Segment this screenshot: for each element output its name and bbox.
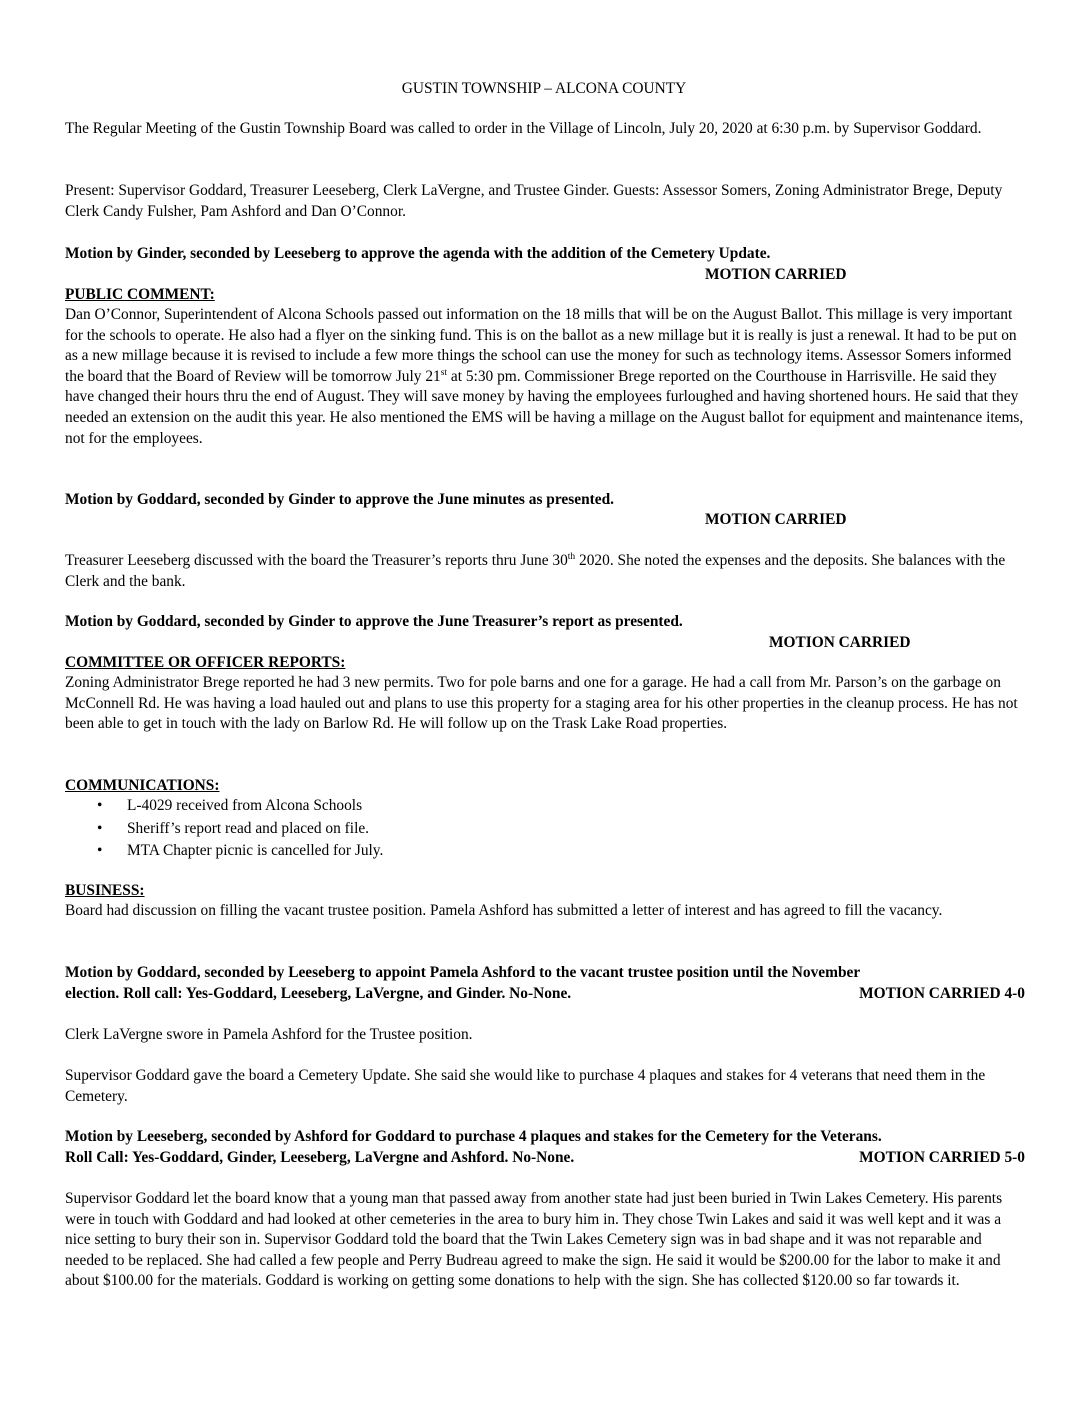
- committee-paragraph: Zoning Administrator Brege reported he had 3 new permits. Two for pole barns and one for a garage. He had a call from Mr. Parson’s on the garbage on McConnell Rd. He was having a load hauled out and plans to use this property for a staging area for his other properties in the cleanup process. He has not been able to get in touch with the lady on Barlow Rd. He will follow up on the Trask Lake Road properties.: [65, 674, 1018, 733]
- business-paragraph: Board had discussion on filling the vacant trustee position. Pamela Ashford has submitted a letter of interest and has agreed to fill the vacancy.: [65, 902, 943, 919]
- list-item: • L-4029 received from Alcona Schools: [65, 796, 383, 819]
- committee-heading: COMMITTEE OR OFFICER REPORTS:: [65, 654, 346, 671]
- swore-in-paragraph: Clerk LaVergne swore in Pamela Ashford for the Trustee position.: [65, 1026, 473, 1043]
- bullet-icon: •: [97, 797, 103, 814]
- call-to-order-paragraph: The Regular Meeting of the Gustin Township Board was called to order in the Village of Lincoln, July 20, 2020 at 6:30 p.m. by Supervisor Goddard.: [65, 120, 982, 137]
- bullet-icon: •: [97, 842, 103, 860]
- attendance-paragraph: Present: Supervisor Goddard, Treasurer Leeseberg, Clerk LaVergne, and Trustee Ginder. Guests: Assessor Somers, Zoning Administrator Brege, Deputy Clerk Candy Fulsher, Pam Ashford and Dan O’Connor.: [65, 182, 1003, 220]
- motion-plaques-result: MOTION CARRIED 5-0: [859, 1148, 1025, 1166]
- list-item: • Sheriff’s report read and placed on file.: [65, 819, 383, 842]
- bullet-icon: •: [97, 819, 103, 837]
- list-item: • MTA Chapter picnic is cancelled for July.: [65, 841, 383, 864]
- public-comment-paragraph: Dan O’Connor, Superintendent of Alcona Schools passed out information on the 18 mills that will be on the August Ballot. This millage is very important for the schools to operate. He also had a flyer on the sinking fund. This is on the ballot as a new millage but it is really is just a renewal. It had to be put on as a new millage because it is revised to include a few more things the school can use the money for such as technology items. Assessor Somers informed the board that the Board of Review will be tomorrow July 21st at 5:30 pm. Commissioner Brege reported on the Courthouse in Harrisville. He said they have changed their hours thru the end of August. They will save money by having the employees furloughed and having shortened hours. He said that they needed an extension on the audit this year. He also mentioned the EMS will be having a millage on the August ballot for equipment and maintenance items, not for the employees.: [65, 306, 1024, 447]
- motion-treasurer-result: MOTION CARRIED: [769, 634, 911, 651]
- motion-appoint-line-1: Motion by Goddard, seconded by Leeseberg to appoint Pamela Ashford to the vacant trustee position until the November: [65, 964, 861, 981]
- motion-agenda-result: MOTION CARRIED: [705, 266, 847, 283]
- motion-minutes: Motion by Goddard, seconded by Ginder to approve the June minutes as presented.: [65, 491, 614, 508]
- motion-plaques: [65, 1127, 1025, 1168]
- motion-appoint: [65, 963, 1025, 1004]
- motion-agenda: Motion by Ginder, seconded by Leeseberg to approve the agenda with the addition of the Cemetery Update.: [65, 245, 771, 262]
- cemetery-update-paragraph: Supervisor Goddard gave the board a Cemetery Update. She said she would like to purchase 4 plaques and stakes for 4 veterans that need them in the Cemetery.: [65, 1067, 986, 1105]
- public-comment-heading: PUBLIC COMMENT:: [65, 286, 215, 303]
- twin-lakes-paragraph: Supervisor Goddard let the board know that a young man that passed away from another state had just been buried in Twin Lakes Cemetery. His parents were in touch with Goddard and had looked at other cemeteries in the area to bury him in. They chose Twin Lakes and said it was well kept and it was a nice setting to bury their son in. Supervisor Goddard told the board that the Twin Lakes Cemetery sign was in bad shape and it was not reparable and needed to be replaced. She had called a few people and Perry Budreau agreed to make the sign. He said it would be $200.00 for the labor to make it and about $100.00 for the materials. Goddard is working on getting some donations to help with the sign. She has collected $120.00 so far towards it.: [65, 1190, 1003, 1290]
- communications-heading: COMMUNICATIONS:: [65, 777, 220, 794]
- motion-plaques-line-1: Motion by Leeseberg, seconded by Ashford for Goddard to purchase 4 plaques and stakes for the Cemetery for the Veterans.: [65, 1128, 882, 1145]
- motion-plaques-line-2: Roll Call: Yes-Goddard, Ginder, Leeseberg, LaVergne and Ashford. No-None. MOTION CARRIED 5-0: [65, 1148, 1025, 1169]
- business-heading: BUSINESS:: [65, 882, 145, 899]
- treasurer-report-paragraph: Treasurer Leeseberg discussed with the board the Treasurer’s reports thru June 30th 2020. She noted the expenses and the deposits. She balances with the Clerk and the bank.: [65, 552, 1006, 590]
- document-title: GUSTIN TOWNSHIP – ALCONA COUNTY: [401, 80, 687, 97]
- motion-minutes-result: MOTION CARRIED: [705, 511, 847, 528]
- motion-treasurer: Motion by Goddard, seconded by Ginder to approve the June Treasurer’s report as presented.: [65, 613, 683, 630]
- motion-appoint-line-2: election. Roll call: Yes-Goddard, Leeseberg, LaVergne, and Ginder. No-None. MOTION CARRIED 4-0: [65, 984, 1025, 1005]
- communications-list: [65, 796, 383, 864]
- motion-appoint-result: MOTION CARRIED 4-0: [859, 984, 1025, 1002]
